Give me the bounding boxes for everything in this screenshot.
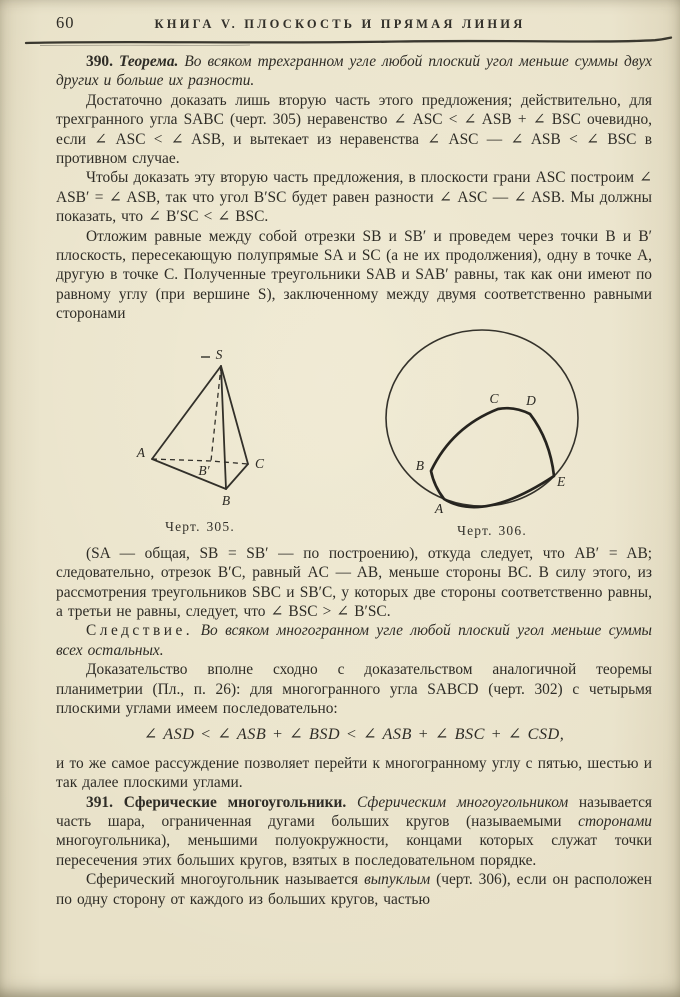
- section-391-title: Сферические многоугольники.: [123, 793, 347, 811]
- inequality-formula: ∠ ASD < ∠ ASB + ∠ BSD < ∠ ASB + ∠ BSC + ∠ CSD,: [143, 725, 565, 744]
- vertex-label-e: E: [557, 473, 566, 489]
- figure-305-caption: Черт. 305.: [165, 518, 235, 534]
- p7-text-b: (черт. 306), если он расположен по одну сторону от каждого из больших кругов, частью: [56, 871, 652, 908]
- p7-text-a: Сферический многоугольник называется: [86, 871, 365, 889]
- section-391-term-sides: сторонами: [578, 812, 652, 830]
- section-391-paragraph: [56, 793, 652, 871]
- tetrahedron-drawing: [98, 344, 302, 512]
- theorem-label: Теорема.: [118, 53, 179, 70]
- spherical-polygon-drawing: [376, 328, 590, 516]
- text-column: [56, 52, 652, 909]
- paragraph: (SA — общая, SB = SB′ — по построению), откуда следует, что AB′ = AB; следовательно, отрезок B′C, равный AC — AB, меньше стороны BC. В силу этого, из рассмотрения треугольников SBC и SB′C, у которых две стороны соответственно равны, а третьи не равны, следует, что ∠ BSC > ∠ B′SC.: [56, 544, 652, 620]
- theorem-statement: Во всяком трехгранном угле любой плоский угол меньше суммы двух других и больше их разности.: [56, 53, 652, 90]
- vertex-label-c: C: [489, 390, 499, 406]
- figure-306: [376, 328, 590, 540]
- section-391-text-a: называется часть шара, ограниченная дугами больших кругов (называемыми: [56, 793, 652, 830]
- page-number: 60: [56, 13, 75, 32]
- theorem-number: 390.: [86, 53, 113, 70]
- spherical-polygon: [431, 408, 554, 507]
- corollary-statement: Во всяком многогранном угле любой плоский угол меньше суммы всех остальных.: [56, 622, 652, 659]
- paragraph: Достаточно доказать лишь вторую часть этого предложения; действительно, для трехгранного угла SABC (черт. 305) неравенство ∠ ASC < ∠ ASB + ∠ BSC очевидно, если ∠ ASC < ∠ ASB, и вытекает из неравенства ∠ ASC — ∠ ASB < ∠ BSC в противном случае.: [56, 91, 652, 168]
- theorem-390-paragraph: [56, 52, 652, 91]
- paragraph: [56, 870, 652, 909]
- section-391-text-b: многоугольника), меньшими полуокружности, концами которых служат точки пересечения этих больших кругов, взятых в последовательном порядке.: [56, 832, 652, 869]
- header-rule: [0, 34, 680, 48]
- vertex-label-c: C: [255, 455, 265, 471]
- section-391-number: 391.: [86, 793, 113, 811]
- corollary-label: Следствие.: [86, 622, 194, 640]
- vertex-label-b: B: [221, 492, 231, 508]
- vertex-label-s: S: [215, 346, 223, 362]
- paragraph: и то же самое рассуждение позволяет перейти к многогранному углу с пятью, шестью и так далее плоскими углами.: [56, 754, 652, 792]
- p7-term-convex: выпуклым: [364, 871, 431, 889]
- running-title: КНИГА V. ПЛОСКОСТЬ И ПРЯМАЯ ЛИНИЯ: [154, 17, 526, 31]
- section-391-term-lead: Сферическим многоугольником: [357, 793, 569, 811]
- vertex-label-a: A: [136, 444, 145, 460]
- vertex-label-b: B: [415, 457, 424, 473]
- vertex-label-b-prime: B′: [198, 462, 210, 478]
- figure-strip: [56, 328, 652, 544]
- paragraph: Чтобы доказать эту вторую часть предложения, в плоскости грани ASC построим ∠ ASB′ = ∠ ASB, так что угол B′SC будет равен разности ∠ ASC — ∠ ASB. Мы должны показать, что ∠ B′SC < ∠ BSC.: [56, 169, 652, 226]
- paragraph: Отложим равные между собой отрезки SB и SB′ и проведем через точки B и B′ плоскость, пересекающую полупрямые SA и SC (а не их продолжения), одну в точке A, другую в точке C. Полученные треугольники SAB и SAB′ равны, так как они имеют по равному углу (при вершине S), заключенному между двумя соответственно равными сторонами: [56, 227, 652, 323]
- corollary-paragraph: [56, 621, 652, 660]
- figure-306-caption: Черт. 306.: [457, 522, 527, 538]
- paragraph: Доказательство вполне сходно с доказательством аналогичной теоремы планиметрии (Пл., п. 26): для многогранного угла SABCD (черт. 302) с четырьмя плоскими углами имеем последовательно:: [56, 661, 652, 717]
- figure-305: [98, 344, 302, 536]
- vertex-label-d: D: [526, 392, 536, 408]
- vertex-label-a: A: [434, 500, 444, 516]
